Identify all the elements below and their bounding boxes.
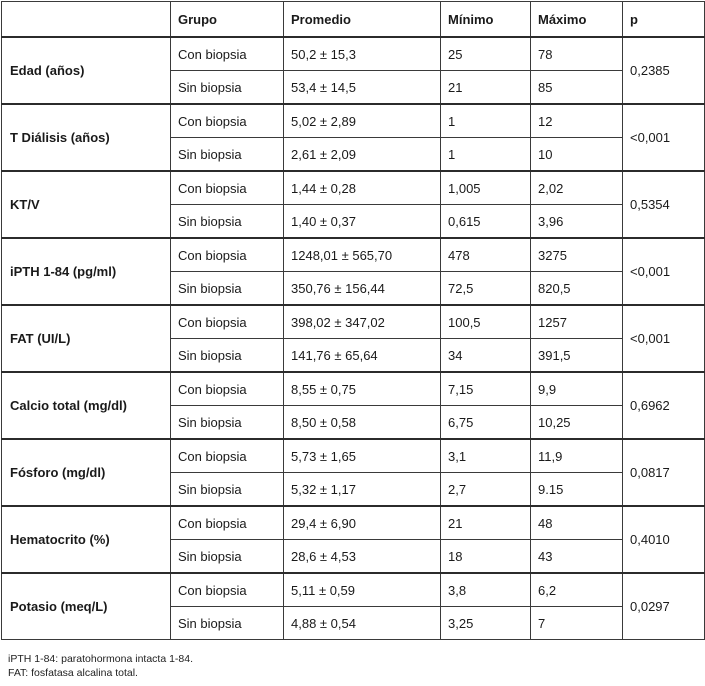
grupo-cell: Con biopsia xyxy=(171,573,284,607)
minimo-cell: 100,5 xyxy=(441,305,531,339)
table-row xyxy=(2,372,705,406)
footnote-ipth: iPTH 1-84: paratohormona intacta 1-84. xyxy=(8,653,194,665)
grupo-cell: Sin biopsia xyxy=(171,607,284,640)
param-cell: FAT (UI/L) xyxy=(2,305,171,372)
promedio-cell: 8,55 ± 0,75 xyxy=(284,372,441,406)
promedio-cell: 5,11 ± 0,59 xyxy=(284,573,441,607)
param-cell: Potasio (meq/L) xyxy=(2,573,171,640)
promedio-cell: 8,50 ± 0,58 xyxy=(284,406,441,440)
promedio-cell: 1,40 ± 0,37 xyxy=(284,205,441,239)
maximo-cell: 3,96 xyxy=(531,205,623,239)
grupo-cell: Sin biopsia xyxy=(171,406,284,440)
minimo-cell: 25 xyxy=(441,37,531,71)
table-body xyxy=(2,37,705,640)
promedio-cell: 1,44 ± 0,28 xyxy=(284,171,441,205)
grupo-cell: Con biopsia xyxy=(171,171,284,205)
minimo-cell: 3,8 xyxy=(441,573,531,607)
p-value-cell: 0,5354 xyxy=(623,171,705,238)
table-row xyxy=(2,506,705,540)
maximo-cell: 1257 xyxy=(531,305,623,339)
table-row xyxy=(2,104,705,138)
promedio-cell: 50,2 ± 15,3 xyxy=(284,37,441,71)
footnotes xyxy=(8,652,193,680)
minimo-cell: 6,75 xyxy=(441,406,531,440)
param-cell: Calcio total (mg/dl) xyxy=(2,372,171,439)
promedio-cell: 5,02 ± 2,89 xyxy=(284,104,441,138)
minimo-cell: 7,15 xyxy=(441,372,531,406)
maximo-cell: 48 xyxy=(531,506,623,540)
promedio-cell: 5,32 ± 1,17 xyxy=(284,473,441,507)
p-value-cell: <0,001 xyxy=(623,238,705,305)
table-row xyxy=(2,305,705,339)
table-row xyxy=(2,238,705,272)
maximo-cell: 820,5 xyxy=(531,272,623,306)
grupo-cell: Sin biopsia xyxy=(171,205,284,239)
maximo-cell: 85 xyxy=(531,71,623,105)
table-row xyxy=(2,171,705,205)
promedio-cell: 28,6 ± 4,53 xyxy=(284,540,441,574)
minimo-cell: 0,615 xyxy=(441,205,531,239)
grupo-cell: Con biopsia xyxy=(171,439,284,473)
grupo-cell: Sin biopsia xyxy=(171,138,284,172)
header-grupo: Grupo xyxy=(171,2,284,38)
maximo-cell: 10,25 xyxy=(531,406,623,440)
minimo-cell: 21 xyxy=(441,506,531,540)
table-row xyxy=(2,573,705,607)
maximo-cell: 2,02 xyxy=(531,171,623,205)
maximo-cell: 3275 xyxy=(531,238,623,272)
p-value-cell: <0,001 xyxy=(623,305,705,372)
p-value-cell: 0,2385 xyxy=(623,37,705,104)
p-value-cell: 0,4010 xyxy=(623,506,705,573)
promedio-cell: 398,02 ± 347,02 xyxy=(284,305,441,339)
promedio-cell: 53,4 ± 14,5 xyxy=(284,71,441,105)
minimo-cell: 34 xyxy=(441,339,531,373)
grupo-cell: Con biopsia xyxy=(171,238,284,272)
minimo-cell: 478 xyxy=(441,238,531,272)
table-row xyxy=(2,37,705,71)
promedio-cell: 141,76 ± 65,64 xyxy=(284,339,441,373)
grupo-cell: Sin biopsia xyxy=(171,272,284,306)
maximo-cell: 391,5 xyxy=(531,339,623,373)
minimo-cell: 72,5 xyxy=(441,272,531,306)
maximo-cell: 7 xyxy=(531,607,623,640)
promedio-cell: 350,76 ± 156,44 xyxy=(284,272,441,306)
promedio-cell: 4,88 ± 0,54 xyxy=(284,607,441,640)
param-cell: Edad (años) xyxy=(2,37,171,104)
grupo-cell: Sin biopsia xyxy=(171,339,284,373)
p-value-cell: <0,001 xyxy=(623,104,705,171)
grupo-cell: Con biopsia xyxy=(171,506,284,540)
p-value-cell: 0,0297 xyxy=(623,573,705,640)
grupo-cell: Con biopsia xyxy=(171,37,284,71)
grupo-cell: Sin biopsia xyxy=(171,71,284,105)
minimo-cell: 2,7 xyxy=(441,473,531,507)
minimo-cell: 18 xyxy=(441,540,531,574)
header-maximo: Máximo xyxy=(531,2,623,38)
minimo-cell: 21 xyxy=(441,71,531,105)
maximo-cell: 11,9 xyxy=(531,439,623,473)
maximo-cell: 12 xyxy=(531,104,623,138)
maximo-cell: 9.15 xyxy=(531,473,623,507)
header-minimo: Mínimo xyxy=(441,2,531,38)
grupo-cell: Sin biopsia xyxy=(171,540,284,574)
minimo-cell: 1,005 xyxy=(441,171,531,205)
promedio-cell: 5,73 ± 1,65 xyxy=(284,439,441,473)
grupo-cell: Con biopsia xyxy=(171,372,284,406)
p-value-cell: 0,0817 xyxy=(623,439,705,506)
promedio-cell: 29,4 ± 6,90 xyxy=(284,506,441,540)
param-cell: Fósforo (mg/dl) xyxy=(2,439,171,506)
minimo-cell: 3,1 xyxy=(441,439,531,473)
maximo-cell: 43 xyxy=(531,540,623,574)
header-row xyxy=(2,2,705,38)
maximo-cell: 6,2 xyxy=(531,573,623,607)
grupo-cell: Con biopsia xyxy=(171,305,284,339)
footnote-fat: FAT: fosfatasa alcalina total. xyxy=(8,667,138,679)
table-row xyxy=(2,439,705,473)
grupo-cell: Con biopsia xyxy=(171,104,284,138)
data-table xyxy=(1,1,705,640)
promedio-cell: 2,61 ± 2,09 xyxy=(284,138,441,172)
minimo-cell: 1 xyxy=(441,104,531,138)
param-cell: iPTH 1-84 (pg/ml) xyxy=(2,238,171,305)
p-value-cell: 0,6962 xyxy=(623,372,705,439)
param-cell: KT/V xyxy=(2,171,171,238)
header-param xyxy=(2,2,171,38)
minimo-cell: 1 xyxy=(441,138,531,172)
header-p: p xyxy=(623,2,705,38)
header-promedio: Promedio xyxy=(284,2,441,38)
promedio-cell: 1248,01 ± 565,70 xyxy=(284,238,441,272)
param-cell: T Diálisis (años) xyxy=(2,104,171,171)
maximo-cell: 10 xyxy=(531,138,623,172)
maximo-cell: 9,9 xyxy=(531,372,623,406)
param-cell: Hematocrito (%) xyxy=(2,506,171,573)
minimo-cell: 3,25 xyxy=(441,607,531,640)
grupo-cell: Sin biopsia xyxy=(171,473,284,507)
maximo-cell: 78 xyxy=(531,37,623,71)
